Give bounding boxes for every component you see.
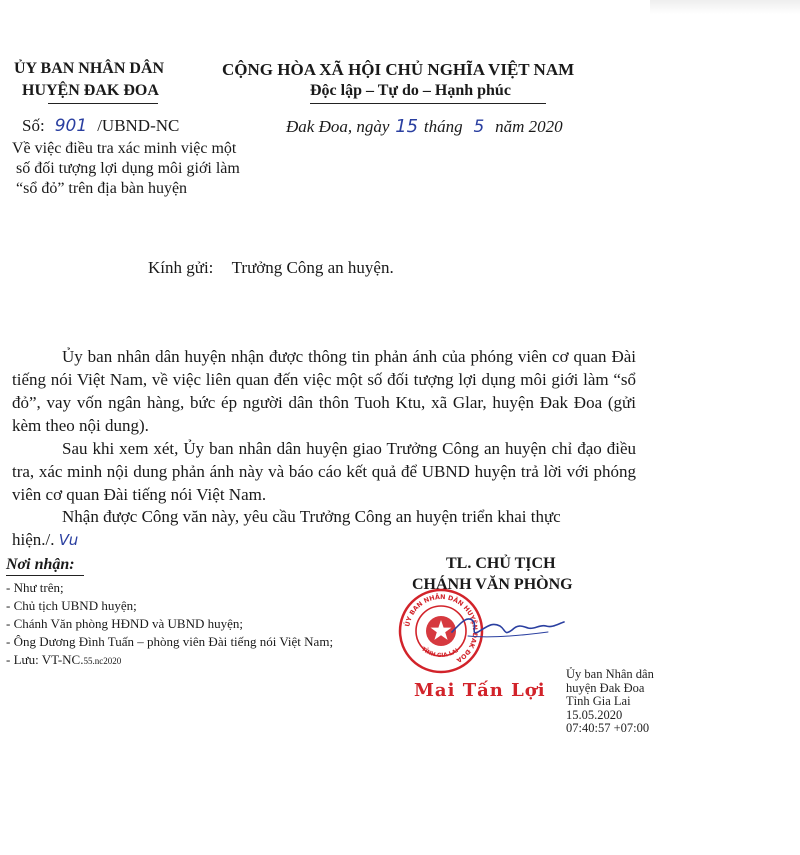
issuer-district: HUYỆN ĐAK ĐOA: [22, 82, 159, 99]
recipient-name: Trưởng Công an huyện.: [231, 258, 394, 277]
doc-number-handwritten: 901: [54, 116, 88, 136]
digital-signature-time: 07:40:57 +07:00: [566, 721, 650, 735]
recipients-title-underline: [6, 575, 84, 576]
digital-signature-date: 15.05.2020: [566, 707, 623, 722]
signature-title-2: CHÁNH VĂN PHÒNG: [412, 576, 573, 593]
national-title: CỘNG HÒA XÃ HỘI CHỦ NGHĨA VIỆT NAM: [222, 60, 575, 79]
date-month-label: tháng: [423, 117, 463, 136]
digital-signature-line-2: huyện Đak Đoa: [566, 680, 645, 695]
recipient-item-4: - Ông Dương Đình Tuấn – phòng viên Đài tiếng nói Việt Nam;: [6, 634, 334, 649]
body-paragraph-2: Sau khi xem xét, Ủy ban nhân dân huyện giao Trưởng Công an huyện chỉ đạo điều tra, xác minh nội dung phản ánh này và báo cáo kết quả để UBND huyện trả lời với phóng viên cơ quan Đài tiếng nói Việt Nam.: [12, 439, 636, 504]
subject-line-2: số đối tượng lợi dụng môi giới làm: [16, 160, 240, 177]
recipient-item-2: - Chủ tịch UBND huyện;: [6, 598, 137, 613]
stamp-text: ỦY BAN NHÂN DÂN HUYỆN ĐAK ĐOA: [403, 592, 480, 665]
body-paragraph-3-end: [12, 530, 78, 550]
subject-line-1: Về việc điều tra xác minh việc một: [12, 140, 237, 157]
closing-text: hiện./.: [12, 530, 55, 549]
digital-signature-line-1: Ủy ban Nhân dân: [566, 667, 654, 681]
date-year: năm 2020: [495, 117, 563, 136]
doc-number-suffix: /UBND-NC: [97, 116, 180, 135]
issuer-underline: [48, 103, 158, 104]
date-day: 15: [395, 116, 419, 137]
recipient-item-3: - Chánh Văn phòng HĐND và UBND huyện;: [6, 616, 243, 631]
digital-signature-line-3: Tỉnh Gia Lai: [566, 694, 631, 708]
body-paragraph-3: Nhận được Công văn này, yêu cầu Trưởng Công an huyện triển khai thực: [62, 507, 561, 526]
handwritten-signature: [448, 606, 568, 646]
scan-fold-shadow: [650, 0, 800, 14]
recipients-title: Nơi nhận:: [6, 556, 75, 573]
date-place: Đak Đoa, ngày: [286, 117, 390, 136]
motto-underline: [310, 103, 546, 104]
stamp-province: TỈNH GIA LAI: [420, 646, 460, 660]
body-paragraph-1: Ủy ban nhân dân huyện nhận được thông tin phản ánh của phóng viên cơ quan Đài tiếng nói Việt Nam, về việc liên quan đến việc một số đối tượng lợi dụng môi giới làm “sổ đỏ”, vay vốn ngân hàng, bức ép người dân thôn Tuoh Ktu, xã Glar, huyện Đak Đoa (gửi kèm theo nội dung).: [12, 347, 636, 435]
signature-title-1: TL. CHỦ TỊCH: [446, 555, 556, 572]
handwritten-initials: Vu: [58, 531, 79, 549]
issue-date: [286, 116, 563, 137]
recipient-item-1: - Như trên;: [6, 580, 64, 595]
date-month: 5: [473, 117, 485, 137]
recipient: [148, 258, 394, 278]
recipient-item-archive: - Lưu: VT-NC.55.nc2020: [6, 652, 122, 667]
national-motto: Độc lập – Tự do – Hạnh phúc: [310, 82, 511, 99]
doc-number: [22, 116, 179, 136]
subject-line-3: “sổ đỏ” trên địa bàn huyện: [16, 180, 188, 197]
issuer-name: ỦY BAN NHÂN DÂN: [14, 60, 165, 77]
recipient-label: Kính gửi:: [148, 258, 214, 277]
doc-number-prefix: Số:: [22, 116, 45, 135]
digital-signature: [566, 668, 654, 736]
signer-name: Mai Tấn Lợi: [414, 680, 546, 701]
